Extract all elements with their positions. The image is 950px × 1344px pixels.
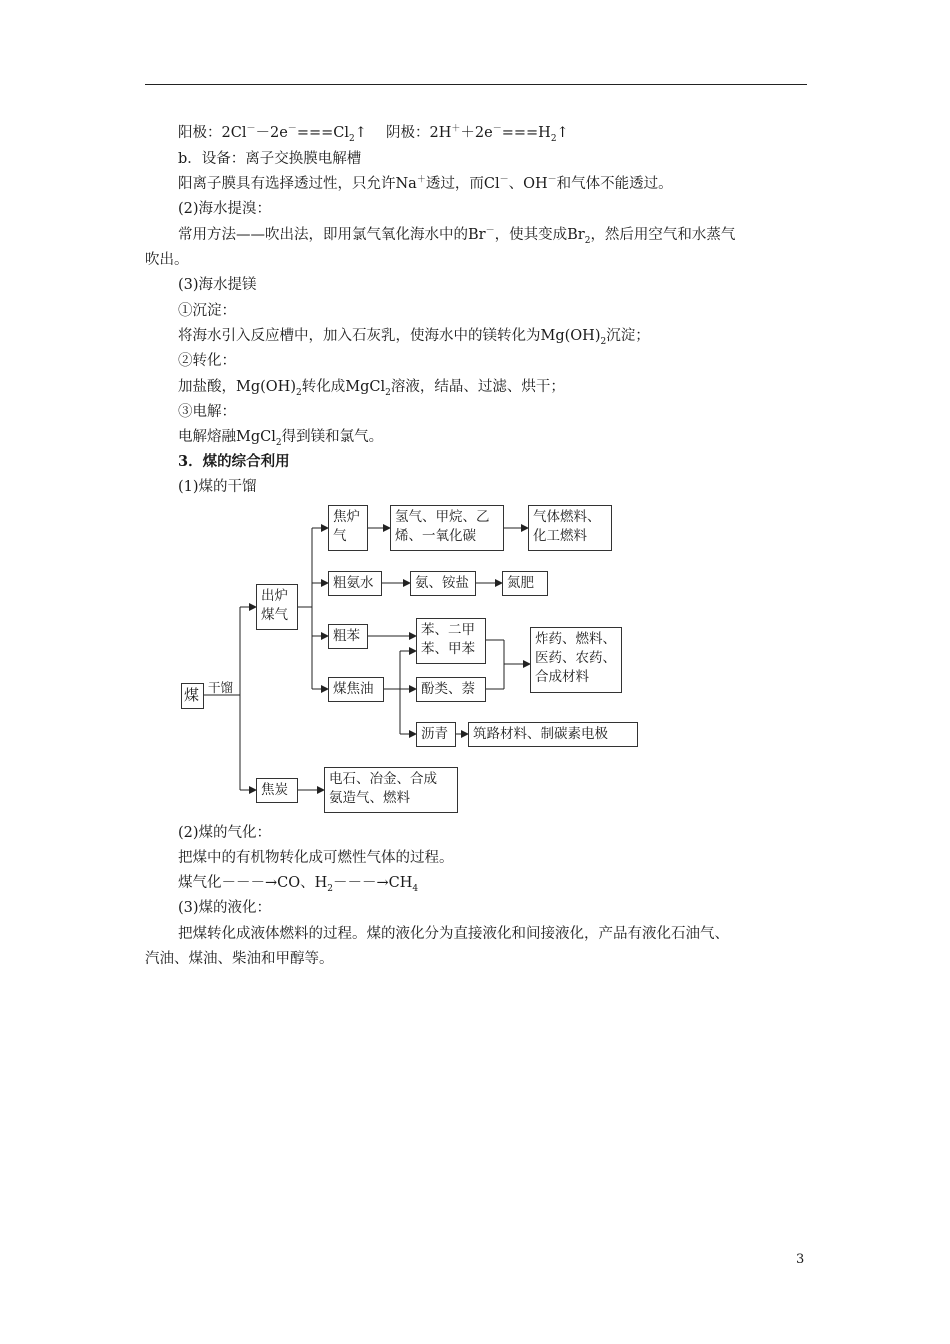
pitch-box: 沥青 bbox=[416, 722, 456, 747]
gasification-line: 把煤中的有机物转化成可燃性气体的过程。 bbox=[178, 850, 454, 866]
gasification-heading: (2)煤的气化： bbox=[178, 825, 272, 841]
membrane-line: 阳离子膜具有选择透过性，只允许Na＋透过，而Cl－、OH－和气体不能透过。 bbox=[178, 175, 673, 192]
crude-ammonia-box: 粗氨水 bbox=[328, 571, 382, 596]
ammonia-salts-box: 氨、铵盐 bbox=[410, 571, 476, 596]
liquefaction-heading: (3)煤的液化： bbox=[178, 900, 272, 916]
coal-box: 煤 bbox=[181, 683, 204, 709]
precipitation-line: 将海水引入反应槽中，加入石灰乳，使海水中的镁转化为$Mg(OH)_2$沉淀； bbox=[178, 328, 650, 347]
anode-cathode-line: 阳极：$2Cl^--2e^-===Cl_2↑$ 阴极：$2H^++2e^-===H_2↑$ bbox=[178, 124, 569, 144]
page-number: 3 bbox=[796, 1252, 805, 1267]
electrolysis-line: 电解熔融MgCl$_2$得到镁和氯气。 bbox=[178, 429, 384, 448]
coke-box: 焦炭 bbox=[256, 778, 298, 803]
bromine-method-line-2: 吹出。 bbox=[145, 252, 189, 268]
gas-fuel-box: 气体燃料、 化工燃料 bbox=[528, 505, 612, 551]
conversion-heading: ②转化： bbox=[178, 353, 236, 369]
gas-components-box: 氢气、甲烷、乙 烯、一氧化碳 bbox=[390, 505, 504, 551]
nitrogen-fertilizer-box: 氮肥 bbox=[502, 571, 548, 596]
coal-section-title: 3．煤的综合利用 bbox=[178, 453, 290, 470]
furnace-gas-box: 出炉 煤气 bbox=[256, 584, 298, 630]
coke-uses-box: 电石、冶金、合成 氨造气、燃料 bbox=[324, 767, 458, 813]
coal-distillation-heading: (1)煤的干馏 bbox=[178, 479, 257, 495]
crude-benzene-box: 粗苯 bbox=[328, 624, 368, 649]
magnesium-heading: (3)海水提镁 bbox=[178, 277, 257, 293]
equipment-line: b．设备：离子交换膜电解槽 bbox=[178, 151, 362, 167]
coal-tar-box: 煤焦油 bbox=[328, 677, 384, 702]
conversion-line: 加盐酸，$Mg(OH)_2$转化成MgCl$_2$溶液，结晶、过滤、烘干； bbox=[178, 379, 565, 398]
chemical-products-box: 炸药、燃料、 医药、农药、 合成材料 bbox=[530, 627, 622, 693]
bromine-method-line: 常用方法——吹出法，即用氯气氧化海水中的Br－，使其变成$Br_2$，然后用空气和水蒸气 bbox=[178, 226, 736, 246]
liquefaction-line: 把煤转化成液体燃料的过程。煤的液化分为直接液化和间接液化，产品有液化石油气、 bbox=[178, 926, 729, 942]
electrolysis-heading: ③电解： bbox=[178, 404, 236, 420]
phenols-naphthalene-box: 酚类、萘 bbox=[416, 677, 486, 702]
coke-oven-gas-box: 焦炉 气 bbox=[328, 505, 368, 551]
bromine-heading: (2)海水提溴： bbox=[178, 201, 272, 217]
precipitation-heading: ①沉淀： bbox=[178, 303, 236, 319]
gasification-equation: 煤气化－－－→CO、$H_2---\to CH_4$ bbox=[178, 875, 419, 894]
benzene-compounds-box: 苯、二甲 苯、甲苯 bbox=[416, 618, 486, 664]
road-electrode-box: 筑路材料、制碳素电极 bbox=[468, 722, 638, 747]
liquefaction-line-2: 汽油、煤油、柴油和甲醇等。 bbox=[145, 951, 334, 967]
dry-distillation-label: 干馏 bbox=[208, 680, 234, 695]
